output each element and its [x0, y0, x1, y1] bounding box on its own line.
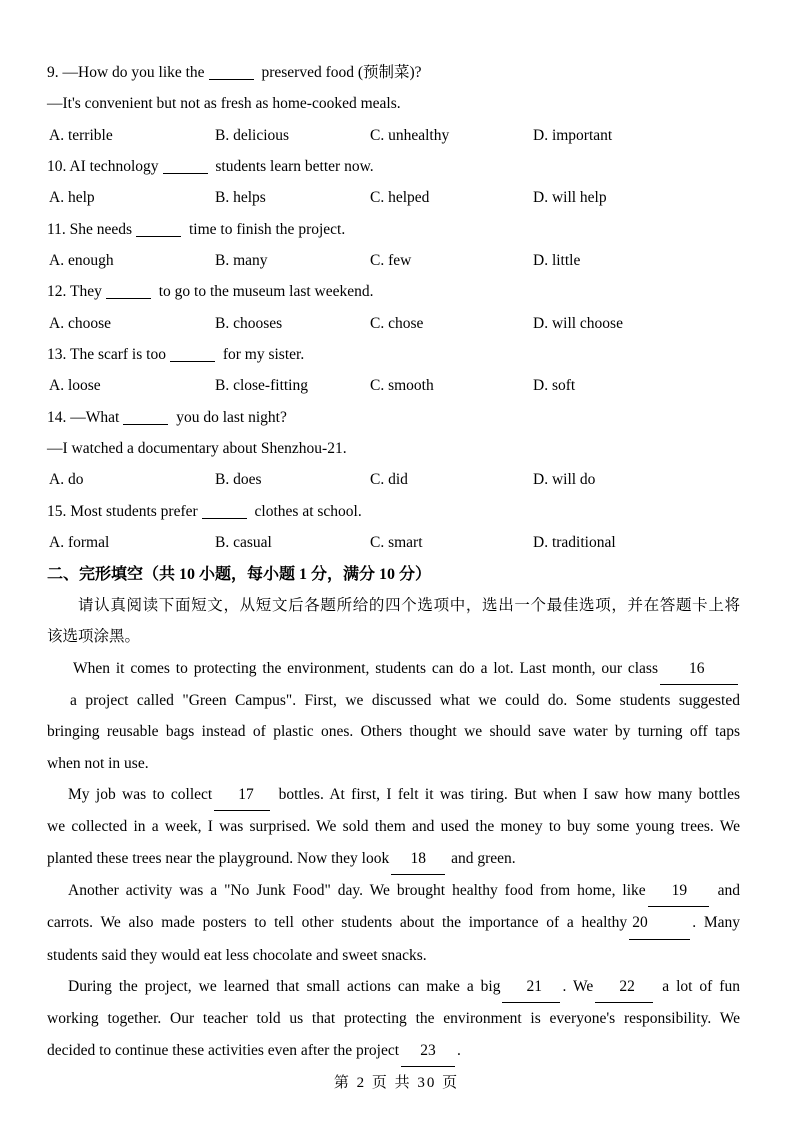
option-d: D. little — [533, 252, 581, 270]
text-segment: 二、完形填空（共 10 小题，每小题 1 分，满分 10 分） — [47, 565, 432, 583]
option-c: C. unhealthy — [370, 126, 450, 144]
cloze-p3-line-3 — [47, 940, 740, 971]
text-segment: students said they would eat less chocolate and sweet snacks. — [47, 946, 427, 964]
text-segment: My job was to collect — [68, 785, 213, 803]
text-segment: bringing reusable bags instead of plastic ones. Others thought we should save water by turning off taps — [47, 723, 740, 741]
text-segment: planted these trees near the playground. Now they look — [47, 849, 390, 867]
text-segment: During the project, we learned that small actions can make a big — [68, 977, 501, 995]
option-d: D. will do — [533, 471, 596, 489]
question-15-stem — [47, 496, 740, 527]
question-11-stem — [47, 214, 740, 245]
option-a: A. help — [49, 189, 95, 207]
question-11-options — [47, 245, 740, 276]
question-10-stem — [47, 151, 740, 182]
question-15-options — [47, 527, 740, 558]
cloze-blank-22: 22 — [595, 971, 653, 1003]
answer-blank — [136, 236, 181, 237]
option-b: B. delicious — [215, 126, 290, 144]
text-segment: 10. AI technology — [47, 158, 159, 176]
answer-blank — [106, 298, 151, 299]
option-a: A. do — [49, 471, 84, 489]
text-segment: . Many — [692, 914, 740, 932]
text-segment: Another activity was a "No Junk Food" day. We brought healthy food from home, like — [68, 881, 646, 899]
text-segment: When it comes to protecting the environment, students can do a lot. Last month, our class — [73, 659, 658, 677]
answer-blank — [209, 79, 254, 80]
text-segment: clothes at school. — [250, 502, 362, 520]
cloze-blank-19: 19 — [648, 875, 709, 907]
option-c: C. smart — [370, 534, 423, 552]
option-b: B. helps — [215, 189, 266, 207]
text-segment: to go to the museum last weekend. — [154, 283, 374, 301]
text-segment: —It's convenient but not as fresh as home-cooked meals. — [47, 95, 401, 113]
cloze-p4-line-3 — [47, 1035, 740, 1067]
option-b: B. does — [215, 471, 262, 489]
cloze-p3-line-1 — [47, 875, 740, 907]
option-b: B. close-fitting — [215, 377, 308, 395]
page-footer: 第 2 页 共 30 页 — [333, 1075, 460, 1091]
cloze-p1-line-2 — [47, 685, 740, 716]
question-13-stem — [47, 339, 740, 370]
text-segment: —I watched a documentary about Shenzhou-21. — [47, 440, 347, 458]
option-c: C. chose — [370, 314, 424, 332]
text-segment: 14. —What — [47, 408, 120, 426]
answer-blank — [123, 424, 168, 425]
section-2-heading — [47, 559, 740, 590]
text-segment: . We — [562, 977, 594, 995]
section-2-instructions-line-2 — [47, 621, 740, 652]
cloze-p4-line-2 — [47, 1003, 740, 1034]
cloze-p2-line-1 — [47, 779, 740, 811]
text-segment: time to finish the project. — [185, 220, 346, 238]
text-segment: 请认真阅读下面短文，从短文后各题所给的四个选项中，选出一个最佳选项，并在答题卡上将 — [78, 596, 740, 614]
option-d: D. soft — [533, 377, 576, 395]
option-c: C. few — [370, 252, 412, 270]
question-9-response — [47, 88, 740, 119]
text-segment: 9. —How do you like the — [47, 64, 205, 81]
option-d: D. will help — [533, 189, 607, 207]
text-segment: and — [710, 881, 740, 899]
answer-blank — [170, 361, 215, 362]
text-segment: when not in use. — [47, 754, 149, 772]
option-d: D. will choose — [533, 314, 623, 332]
option-a: A. terrible — [49, 126, 113, 144]
text-segment: a project called "Green Campus". First, we discussed what we could do. Some students suggested — [70, 691, 740, 709]
cloze-p3-line-2 — [47, 907, 740, 939]
option-c: C. smooth — [370, 377, 434, 395]
text-segment: and green. — [447, 849, 516, 867]
text-segment: for my sister. — [218, 346, 305, 364]
cloze-blank-18: 18 — [391, 843, 445, 875]
cloze-p2-line-2 — [47, 811, 740, 842]
answer-blank — [202, 518, 247, 519]
option-b: B. chooses — [215, 314, 283, 332]
cloze-p4-line-1 — [47, 971, 740, 1003]
option-b: B. casual — [215, 534, 272, 552]
option-a: A. loose — [49, 377, 101, 395]
cloze-p1-line-3 — [47, 716, 740, 747]
option-d: D. traditional — [533, 534, 616, 552]
text-segment: students learn better now. — [211, 158, 374, 176]
cloze-p1-line-1 — [47, 653, 740, 685]
cloze-blank-23: 23 — [401, 1035, 455, 1067]
question-12-options — [47, 308, 740, 339]
option-a: A. choose — [49, 314, 111, 332]
answer-blank — [163, 173, 208, 174]
text-segment: 该选项涂黑。 — [47, 628, 141, 646]
option-a: A. enough — [49, 252, 114, 270]
option-c: C. did — [370, 471, 408, 489]
cloze-blank-16: 16 — [660, 653, 738, 685]
text-segment: a lot of fun — [655, 977, 740, 995]
text-segment: carrots. We also made posters to tell other students about the importance of a healthy — [47, 914, 628, 932]
option-a: A. formal — [49, 534, 110, 552]
question-10-options — [47, 182, 740, 213]
cloze-p1-line-4 — [47, 748, 740, 779]
question-12-stem — [47, 276, 740, 307]
text-segment: 15. Most students prefer — [47, 502, 198, 520]
text-segment: . — [457, 1041, 461, 1059]
question-13-options — [47, 370, 740, 401]
document-content — [47, 57, 740, 1067]
text-segment: preserved food (预制菜)? — [257, 64, 422, 81]
text-segment: you do last night? — [172, 408, 287, 426]
text-segment: decided to continue these activities even after the project — [47, 1041, 400, 1059]
question-14-stem — [47, 402, 740, 433]
cloze-blank-21: 21 — [502, 971, 560, 1003]
question-14-response — [47, 433, 740, 464]
cloze-p2-line-3 — [47, 843, 740, 875]
cloze-blank-17: 17 — [214, 779, 270, 811]
text-segment: we collected in a week, I was surprised. We sold them and used the money to buy some young trees. We — [47, 818, 740, 836]
question-9-stem — [47, 57, 740, 88]
section-2-instructions-line-1 — [47, 590, 740, 621]
option-d: D. important — [533, 126, 613, 144]
text-segment: 12. They — [47, 283, 102, 301]
question-14-options — [47, 464, 740, 495]
text-segment: bottles. At first, I felt it was tiring. But when I saw how many bottles — [272, 785, 740, 803]
text-segment: 13. The scarf is too — [47, 346, 166, 364]
cloze-blank-20: 20 — [629, 907, 690, 939]
text-segment: working together. Our teacher told us that protecting the environment is everyone's responsibility. We — [47, 1010, 740, 1028]
option-b: B. many — [215, 252, 268, 270]
option-c: C. helped — [370, 189, 430, 207]
text-segment: 11. She needs — [47, 220, 133, 238]
question-9-options — [47, 120, 740, 151]
